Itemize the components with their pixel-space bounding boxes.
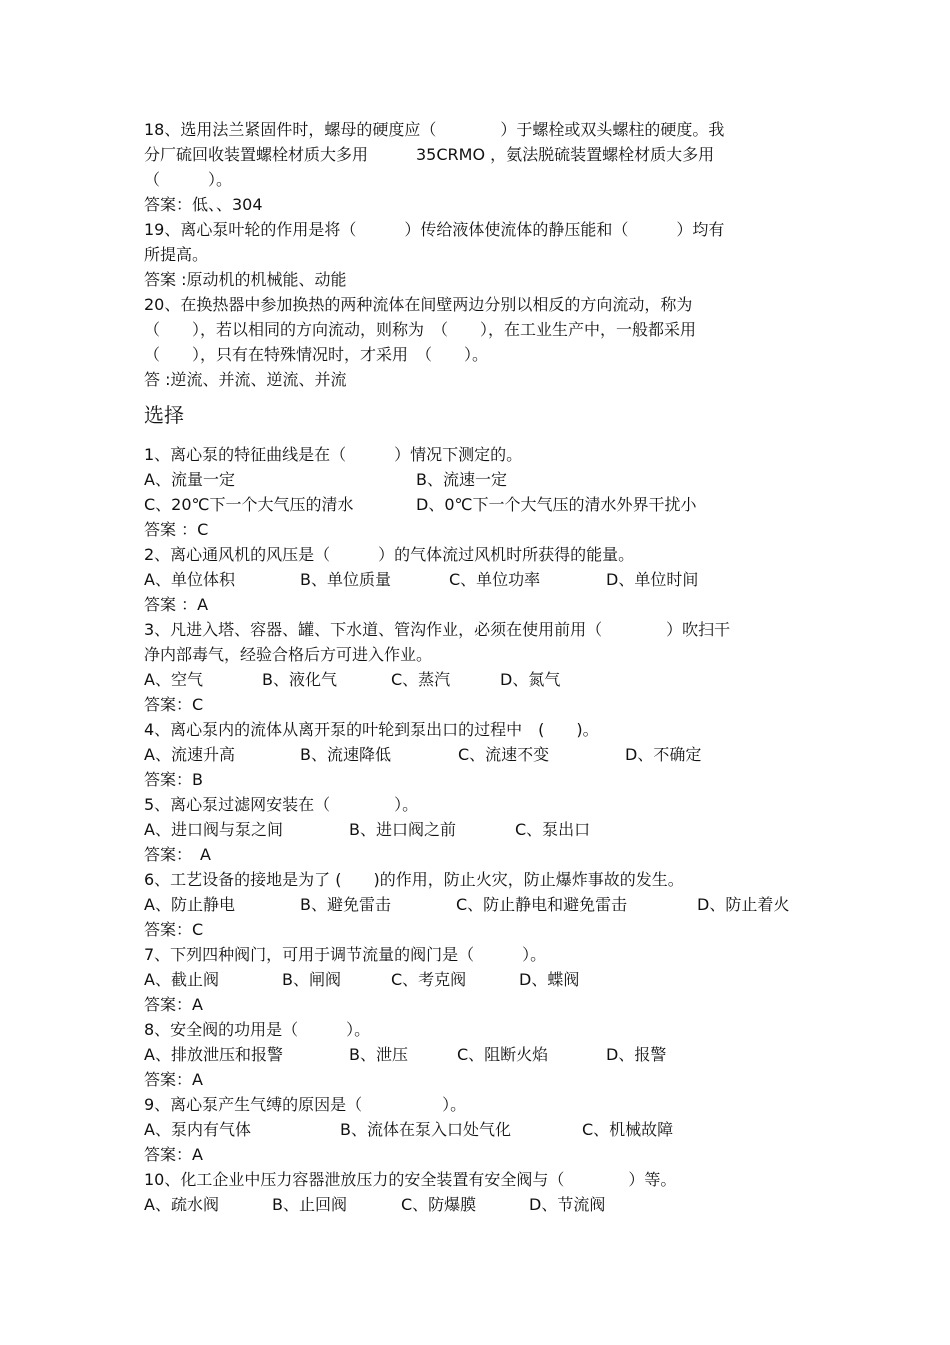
choice-question-7-option-c: C、考克阀	[391, 970, 467, 989]
choice-question-1-answer: 答案 ：C	[144, 520, 209, 539]
choice-question-10-option-a: A、疏水阀	[144, 1195, 219, 1214]
choice-question-2-option-a: A、单位体积	[144, 570, 235, 589]
choice-question-1-option-d: D、0℃下一个大气压的清水外界干扰小	[416, 495, 697, 514]
question-19-line-2: 所提高。	[144, 245, 209, 264]
choice-question-5-option-a: A、进口阀与泵之间	[144, 820, 283, 839]
choice-question-10-option-c: C、防爆膜	[401, 1195, 477, 1214]
choice-question-3-option-d: D、氮气	[500, 670, 561, 689]
choice-question-1-stem: 1、离心泵的特征曲线是在（ ）情况下测定的。	[144, 445, 523, 464]
choice-question-4-answer: 答案：B	[144, 770, 203, 789]
choice-question-5-answer: 答案： A	[144, 845, 211, 864]
choice-question-6-answer: 答案：C	[144, 920, 204, 939]
choice-question-6-option-b: B、避免雷击	[300, 895, 391, 914]
choice-question-3-option-c: C、蒸汽	[391, 670, 451, 689]
choice-question-5-option-c: C、泵出口	[515, 820, 591, 839]
section-heading: 选择	[144, 403, 184, 427]
choice-question-4-option-d: D、不确定	[625, 745, 702, 764]
choice-question-9-stem: 9、离心泵产生气缚的原因是（ ）。	[144, 1095, 467, 1114]
choice-question-1-option-a: A、流量一定	[144, 470, 235, 489]
choice-question-6-option-d: D、防止着火	[697, 895, 790, 914]
choice-question-9-option-b: B、流体在泵入口处气化	[340, 1120, 511, 1139]
choice-question-4-stem: 4、离心泵内的流体从离开泵的叶轮到泵出口的过程中 ( )。	[144, 720, 599, 739]
choice-question-8-option-c: C、阻断火焰	[457, 1045, 549, 1064]
choice-question-2-option-d: D、单位时间	[606, 570, 699, 589]
question-20-line-3: （ ），只有在特殊情况时，才采用 （ ）。	[144, 345, 489, 364]
choice-question-9-option-a: A、泵内有气体	[144, 1120, 251, 1139]
choice-question-8-option-b: B、泄压	[349, 1045, 408, 1064]
question-18-line-3: （ ）。	[144, 170, 233, 189]
choice-question-10-option-d: D、节流阀	[529, 1195, 606, 1214]
choice-question-5-stem: 5、离心泵过滤网安装在（ ）。	[144, 795, 419, 814]
choice-question-8-answer: 答案：A	[144, 1070, 203, 1089]
question-18-line-2: 分厂硫回收装置螺栓材质大多用 35CRMO ，氨法脱硫装置螺栓材质大多用	[144, 145, 715, 164]
choice-question-8-stem: 8、安全阀的功用是（ ）。	[144, 1020, 371, 1039]
question-18-line-1: 18、选用法兰紧固件时，螺母的硬度应（ ）于螺栓或双头螺柱的硬度。我	[144, 120, 725, 139]
choice-question-3-option-a: A、空气	[144, 670, 203, 689]
choice-question-6-option-c: C、防止静电和避免雷击	[456, 895, 628, 914]
choice-question-10-stem: 10、化工企业中压力容器泄放压力的安全装置有安全阀与（ ）等。	[144, 1170, 677, 1189]
question-20-answer: 答 :逆流、并流、逆流、并流	[144, 370, 347, 389]
choice-question-4-option-b: B、流速降低	[300, 745, 391, 764]
choice-question-5-option-b: B、进口阀之前	[349, 820, 456, 839]
choice-question-1-option-c: C、20℃下一个大气压的清水	[144, 495, 354, 514]
choice-question-8-option-d: D、报警	[606, 1045, 667, 1064]
choice-question-3-stem-line-2: 净内部毒气，经验合格后方可进入作业。	[144, 645, 433, 664]
choice-question-2-option-c: C、单位功率	[449, 570, 541, 589]
choice-question-4-option-c: C、流速不变	[458, 745, 550, 764]
question-20-line-1: 20、在换热器中参加换热的两种流体在间壁两边分别以相反的方向流动，称为	[144, 295, 693, 314]
choice-question-3-stem-line-1: 3、凡进入塔、容器、罐、下水道、管沟作业，必须在使用前用（ ）吹扫干	[144, 620, 731, 639]
choice-question-2-answer: 答案 ：A	[144, 595, 209, 614]
choice-question-7-option-b: B、闸阀	[282, 970, 341, 989]
choice-question-8-option-a: A、排放泄压和报警	[144, 1045, 283, 1064]
question-19-answer: 答案 :原动机的机械能、动能	[144, 270, 347, 289]
choice-question-9-answer: 答案：A	[144, 1145, 203, 1164]
choice-question-2-stem: 2、离心通风机的风压是（ ）的气体流过风机时所获得的能量。	[144, 545, 635, 564]
choice-question-3-answer: 答案：C	[144, 695, 204, 714]
choice-question-7-option-a: A、截止阀	[144, 970, 219, 989]
choice-question-6-stem: 6、工艺设备的接地是为了 ( )的作用，防止火灾，防止爆炸事故的发生。	[144, 870, 684, 889]
choice-question-1-option-b: B、流速一定	[416, 470, 507, 489]
question-19-line-1: 19、离心泵叶轮的作用是将（ ）传给液体使流体的静压能和（ ）均有	[144, 220, 725, 239]
choice-question-2-option-b: B、单位质量	[300, 570, 391, 589]
choice-question-6-option-a: A、防止静电	[144, 895, 235, 914]
choice-question-7-stem: 7、下列四种阀门，可用于调节流量的阀门是（ ）。	[144, 945, 547, 964]
choice-question-7-option-d: D、蝶阀	[519, 970, 580, 989]
choice-question-10-option-b: B、止回阀	[272, 1195, 347, 1214]
question-20-line-2: （ ），若以相同的方向流动，则称为 （ ），在工业生产中，一般都采用	[144, 320, 697, 339]
choice-question-9-option-c: C、机械故障	[582, 1120, 674, 1139]
question-18-answer: 答案：低、、304	[144, 195, 263, 214]
choice-question-7-answer: 答案：A	[144, 995, 203, 1014]
choice-question-3-option-b: B、液化气	[262, 670, 337, 689]
choice-question-4-option-a: A、流速升高	[144, 745, 235, 764]
